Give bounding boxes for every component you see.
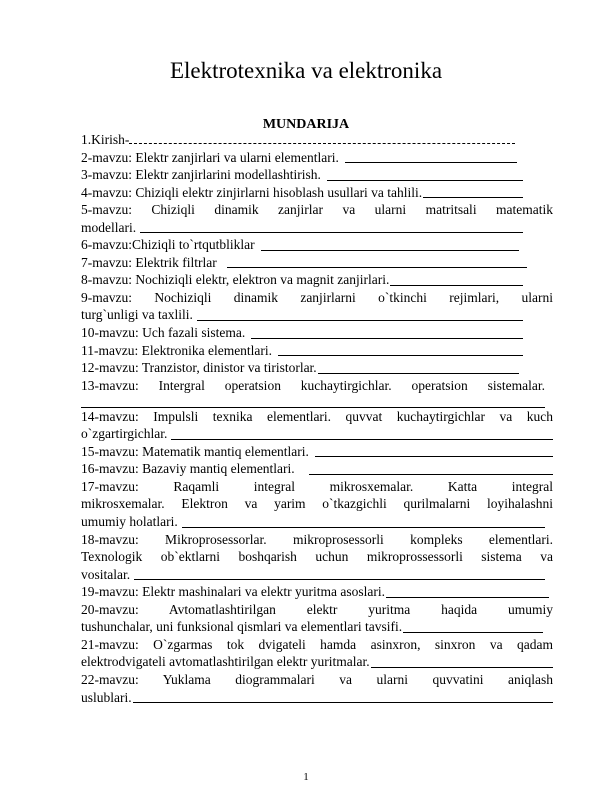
leader-line — [390, 285, 523, 286]
toc-entry-text: turg`unligi va taxlili. — [81, 307, 193, 323]
toc-entry-9 — [81, 289, 553, 324]
leader-line — [133, 702, 553, 703]
leader-line — [182, 527, 545, 528]
leader-line — [197, 320, 523, 321]
toc-entry-text: 18-mavzu: Mikroprosessorlar. mikroprosessorli kompleks elementlari. — [81, 531, 553, 547]
toc-entry-text: 14-mavzu: Impulsli texnika elementlari. quvvat kuchaytirgichlar va kuch — [81, 408, 553, 424]
toc-entry-text: modellari. — [81, 219, 137, 235]
toc-entry-text: 22-mavzu: Yuklama diogrammalari va ularni quvvatini aniqlash — [81, 671, 553, 687]
toc-entry-11 — [81, 342, 553, 360]
toc-entry-7 — [81, 254, 553, 272]
toc-entry-text: 16-mavzu: Bazaviy mantiq elementlari. — [81, 461, 295, 477]
toc-entry-text: umumiy holatlari. — [81, 514, 178, 530]
toc-entry-text: o`zgartirgichlar. — [81, 426, 168, 442]
toc-entry-text: mikrosxemalar. Elektron va yarim o`tkazgichli qurilmalarni loyihalashni — [81, 496, 553, 512]
toc-entry-text: 8-mavzu: Nochiziqli elektr, elektron va magnit zanjirlari. — [81, 272, 390, 288]
toc-entry-text: 15-mavzu: Matematik mantiq elementlari. — [81, 443, 309, 459]
leader-line — [386, 597, 549, 598]
toc-entry-10 — [81, 324, 553, 342]
toc-entry-text: elektrodvigateli avtomatlashtirilgan elektr yuritmalar. — [81, 654, 370, 670]
leader-line — [309, 474, 553, 475]
toc-entry-8 — [81, 271, 553, 289]
toc-entry-text: 3-mavzu: Elektr zanjirlarini modellashtirish. — [81, 167, 321, 183]
toc-entry-15 — [81, 443, 553, 461]
leader-line — [345, 162, 517, 163]
toc-entry-text: tushunchalar, uni funksional qismlari va elementlari tavsifi. — [81, 619, 403, 635]
leader-line — [403, 632, 543, 633]
leader-line — [251, 338, 523, 339]
toc-entry-text: Texnologik ob`ektlarni boshqarish uchun mikroprossessorli sistema va — [81, 549, 553, 565]
toc-entry-text: uslublari. — [81, 689, 132, 705]
toc-entry-16 — [81, 460, 553, 478]
leader-line — [261, 250, 519, 251]
toc-entry-18 — [81, 531, 553, 584]
toc-entry-21 — [81, 636, 553, 671]
toc-entry-12 — [81, 359, 553, 377]
toc-entry-text: 20-mavzu: Avtomatlashtirilgan elektr yuritma haqida umumiy — [81, 601, 553, 617]
toc-heading: MUNDARIJA — [262, 117, 350, 132]
toc-entry-text: 13-mavzu: Intergral operatsion kuchaytirgichlar. operatsion sistemalar. — [81, 377, 545, 393]
leader-line — [171, 439, 553, 440]
toc-entry-5 — [81, 201, 553, 236]
toc-entry-text: 9-mavzu: Nochiziqli dinamik zanjirlarni o`tkinchi rejimlari, ularni — [81, 289, 553, 305]
leader-line — [134, 579, 545, 580]
toc-entry-text: 4-mavzu: Chiziqli elektr zinjirlarni hisoblash usullari va tahlili. — [81, 184, 423, 200]
toc-entry-text: 17-mavzu: Raqamli integral mikrosxemalar. Katta integral — [81, 478, 553, 494]
toc-entry-2 — [81, 149, 553, 167]
leader-line — [371, 667, 553, 668]
toc-entry-1 — [81, 131, 553, 149]
toc-entry-text: 11-mavzu: Elektronika elementlari. — [81, 342, 273, 358]
toc-entry-6 — [81, 236, 553, 254]
toc-entry-text: 2-mavzu: Elektr zanjirlari va ularni elementlari. — [81, 149, 339, 165]
toc-entry-text: 6-mavzu:Chiziqli to`rtqutbliklar — [81, 237, 255, 253]
toc-entry-19 — [81, 583, 553, 601]
toc-entry-22 — [81, 671, 553, 706]
leader-dashes — [129, 143, 515, 144]
toc-entry-17 — [81, 478, 553, 531]
toc-entry-text: vositalar. — [81, 566, 131, 582]
toc-entry-14 — [81, 408, 553, 443]
toc-entry-text: 1.Kirish- — [81, 132, 130, 147]
leader-line — [227, 267, 527, 268]
toc-entry-20 — [81, 601, 553, 636]
leader-line — [423, 197, 523, 198]
toc-entry-text: 5-mavzu: Chiziqli dinamik zanjirlar va ularni matritsali matematik — [81, 202, 553, 218]
leader-line — [140, 232, 523, 233]
leader-line — [278, 355, 523, 356]
leader-line — [318, 373, 519, 374]
leader-line — [315, 456, 553, 457]
toc-entry-3 — [81, 166, 553, 184]
toc-entry-13 — [81, 377, 553, 408]
toc-entry-text: 19-mavzu: Elektr mashinalari va elektr yuritma asoslari. — [81, 584, 386, 600]
toc-entry-text: 21-mavzu: O`zgarmas tok dvigateli hamda asinxron, sinxron va qadam — [81, 636, 553, 652]
toc-entry-text: 7-mavzu: Elektrik filtrlar — [81, 254, 217, 270]
page-number: 1 — [303, 771, 309, 783]
document-title: Elektrotexnika va elektronika — [169, 58, 443, 83]
toc-entry-4 — [81, 184, 553, 202]
toc-entry-text: 10-mavzu: Uch fazali sistema. — [81, 325, 246, 341]
leader-line — [327, 180, 523, 181]
table-of-contents — [81, 131, 553, 706]
toc-entry-text: 12-mavzu: Tranzistor, dinistor va tiristorlar. — [81, 360, 317, 376]
